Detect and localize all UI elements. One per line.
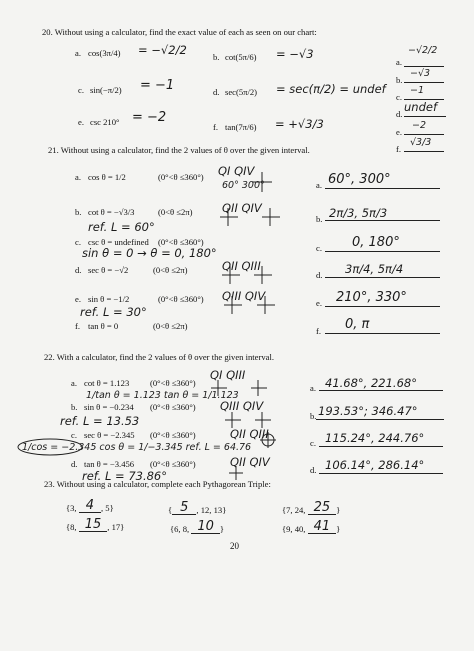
q22c-label: c.	[71, 430, 77, 440]
q21e-work: ref. L = 30°	[80, 305, 147, 319]
q21a-interval: (0°<θ ≤360°)	[158, 172, 204, 182]
q20e-label: e.	[78, 117, 84, 127]
q22b-ans-label: b.	[310, 411, 317, 421]
sketch-21b-cross-1	[220, 208, 238, 226]
q20-ans-f: √3/3	[410, 137, 432, 148]
q21c-work: sin θ = 0 → θ = 0, 180°	[82, 246, 217, 260]
q22b-quadrants: QIII QIV	[220, 399, 264, 413]
q21e-expr: sin θ = −1/2	[88, 294, 130, 304]
q20c-label: c.	[78, 85, 84, 95]
q20-ans-a: −√2/2	[408, 45, 438, 56]
q22c-interval: (0°<θ ≤360°)	[150, 430, 196, 440]
page-number: 20	[230, 541, 239, 551]
q21d-interval: (0<θ ≤2π)	[153, 265, 188, 275]
q22c-answer: 115.24°, 244.76°	[325, 431, 425, 445]
q20-ans-b: −√3	[410, 68, 431, 79]
q23-triple-3-pre: {7, 24,	[282, 505, 308, 515]
q22-header: 22. With a calculator, find the 2 values of θ over the given interval.	[44, 352, 274, 362]
q21e-ans-label: e.	[316, 298, 322, 308]
q20d-label: d.	[213, 87, 220, 97]
q23-triple-4-fill: 15	[79, 519, 108, 532]
q22a-ans-label: a.	[310, 383, 316, 393]
q23-triple-5-fill: 10	[191, 521, 220, 534]
q20f-expr: tan(7π/6)	[225, 122, 257, 132]
sketch-22b-cross-2	[255, 412, 271, 428]
sketch-22a-cross-2	[251, 380, 267, 396]
q20d-expr: sec(5π/2)	[225, 87, 258, 97]
q23-triple-1-fill: 4	[79, 500, 101, 513]
q22c-work: 1/cos = −2.345 cos θ = 1/−3.345 ref. L = 64.76	[22, 442, 252, 453]
sketch-21d-cross-2	[254, 266, 272, 284]
q22b-answer: 193.53°; 346.47°	[318, 404, 418, 418]
q21b-quadrants: QII QIV	[222, 201, 262, 215]
q20-ans-d: undef	[404, 100, 438, 114]
q21c-expr: csc θ = undefined	[88, 237, 149, 247]
q20a-work: = −√2/2	[138, 43, 187, 57]
q21c-label: c.	[75, 237, 81, 247]
q22c-expr: sec θ = −2.345	[84, 430, 135, 440]
q21e-answer: 210°, 330°	[336, 290, 407, 305]
q20-ans-e-label: e.	[396, 127, 402, 137]
q21b-interval: (0<θ ≤2π)	[158, 207, 193, 217]
q20c-work: = −1	[140, 78, 175, 93]
q23-header: 23. Without using a calculator, complete each Pythagorean Triple:	[44, 479, 271, 489]
q23-triple-6-fill: 41	[308, 521, 337, 534]
q21a-answer: 60°, 300°	[328, 172, 391, 187]
q20c-expr: sin(−π/2)	[90, 85, 122, 95]
q23-triple-2-fill: 5	[172, 502, 196, 515]
q23-triple-1-post: , 5}	[101, 503, 114, 513]
q23-triple-6-pre: {9, 40,	[282, 524, 308, 534]
q21d-ans-label: d.	[316, 270, 323, 280]
q22b-expr: sin θ = −0.234	[84, 402, 134, 412]
q22b-interval: (0°<θ ≤360°)	[150, 402, 196, 412]
q21c-interval: (0°<θ ≤360°)	[158, 237, 204, 247]
q21f-label: f.	[75, 321, 81, 331]
q21a-label: a.	[75, 172, 81, 182]
q23-triple-5-post: }	[219, 524, 224, 534]
q21b-work: ref. L = 60°	[88, 220, 155, 234]
q20a-label: a.	[75, 48, 81, 58]
q22a-label: a.	[71, 378, 77, 388]
q22c-ans-label: c.	[310, 438, 316, 448]
q20-ans-e: −2	[412, 120, 427, 131]
q20f-work: = +√3/3	[275, 117, 324, 131]
sketch-21d-cross-1	[222, 266, 240, 284]
q22a-quadrants: QI QIII	[210, 368, 246, 382]
q23-triple-5-pre: {6, 8,	[170, 524, 192, 534]
q21d-expr: sec θ = −√2	[88, 265, 129, 275]
sketch-22d-cross	[229, 466, 243, 480]
q22d-expr: tan θ = −3.456	[84, 459, 135, 469]
sketch-21a-cross	[252, 172, 272, 192]
q21f-answer: 0, π	[345, 317, 370, 332]
q21b-answer: 2π/3, 5π/3	[329, 206, 388, 220]
q23-triple-6-post: }	[336, 524, 341, 534]
q23-triple-4-pre: {8,	[66, 522, 79, 532]
q22a-work: 1/tan θ = 1.123 tan θ = 1/1.123	[86, 390, 239, 401]
q22b-label: b.	[71, 402, 78, 412]
q21d-quadrants: QII QIII	[222, 259, 261, 273]
q20-header: 20. Without using a calculator, find the exact value of each as seen on our chart:	[42, 27, 317, 37]
quadrant-sketch-group	[18, 172, 280, 483]
q20f-label: f.	[213, 122, 219, 132]
q21f-ans-label: f.	[316, 326, 322, 336]
sketch-21e-cross-1	[224, 296, 242, 314]
q21a-work: 60° 300°	[222, 180, 265, 191]
q20-ans-d-label: d.	[396, 109, 403, 119]
q21a-quadrants: QI QIV	[218, 164, 255, 178]
q20b-expr: cot(5π/6)	[225, 52, 257, 62]
q22a-expr: cot θ = 1.123	[84, 378, 130, 388]
q23-triple-2-pre: {	[168, 505, 173, 515]
q22b-work: ref. L = 13.53	[60, 414, 140, 428]
q23-triple-2-post: , 12, 13}	[196, 505, 227, 515]
q22d-work: ref. L = 73.86°	[82, 469, 167, 483]
sketch-22b-cross-1	[225, 412, 241, 428]
sketch-22c-cross	[260, 432, 276, 448]
q22d-ans-label: d.	[310, 465, 317, 475]
q21b-expr: cot θ = −√3/3	[88, 207, 135, 217]
q20-ans-f-label: f.	[396, 144, 402, 154]
q21b-ans-label: b.	[316, 214, 323, 224]
q22a-answer: 41.68°, 221.68°	[325, 376, 417, 390]
q21e-interval: (0°<θ ≤360°)	[158, 294, 204, 304]
q20b-label: b.	[213, 52, 220, 62]
q21e-label: e.	[75, 294, 81, 304]
q21a-expr: cos θ = 1/2	[88, 172, 126, 182]
q21-header: 21. Without using a calculator, find the 2 values of θ over the given interval.	[48, 145, 310, 155]
sketch-22a-cross-1	[211, 380, 227, 396]
q22d-interval: (0°<θ ≤360°)	[150, 459, 196, 469]
q21d-label: d.	[75, 265, 82, 275]
q22d-answer: 106.14°, 286.14°	[325, 458, 425, 472]
q22a-interval: (0°<θ ≤360°)	[150, 378, 196, 388]
q20-ans-c-label: c.	[396, 92, 402, 102]
q23-triple-1-pre: {3,	[66, 503, 79, 513]
q21c-answer: 0, 180°	[352, 235, 400, 250]
q21e-quadrants: QIII QIV	[222, 289, 266, 303]
q20-ans-c: −1	[410, 85, 425, 96]
q20d-work: = sec(π/2) = undef	[276, 82, 386, 96]
q22d-label: d.	[71, 459, 78, 469]
q21b-label: b.	[75, 207, 82, 217]
q20-ans-a-label: a.	[396, 57, 402, 67]
q22d-quadrants: QII QIV	[230, 455, 270, 469]
sketch-22c-loop	[18, 439, 82, 455]
sketch-21b-cross-2	[262, 208, 280, 226]
q23-triple-3-post: }	[336, 505, 341, 515]
q20b-work: = −√3	[276, 47, 314, 61]
q21f-interval: (0<θ ≤2π)	[153, 321, 188, 331]
q23-triple-4-post: , 17}	[107, 522, 125, 532]
q21a-ans-label: a.	[316, 180, 322, 190]
q21f-expr: tan θ = 0	[88, 321, 119, 331]
q20-ans-b-label: b.	[396, 75, 403, 85]
q21d-answer: 3π/4, 5π/4	[345, 262, 404, 276]
q22c-quadrants: QII QIII	[230, 427, 269, 441]
q23-triple-3-fill: 25	[308, 502, 337, 515]
q21c-ans-label: c.	[316, 243, 322, 253]
q20e-work: = −2	[132, 110, 167, 125]
q20e-expr: csc 210°	[90, 117, 120, 127]
q20a-expr: cos(3π/4)	[88, 48, 121, 58]
sketch-21e-cross-2	[257, 296, 275, 314]
